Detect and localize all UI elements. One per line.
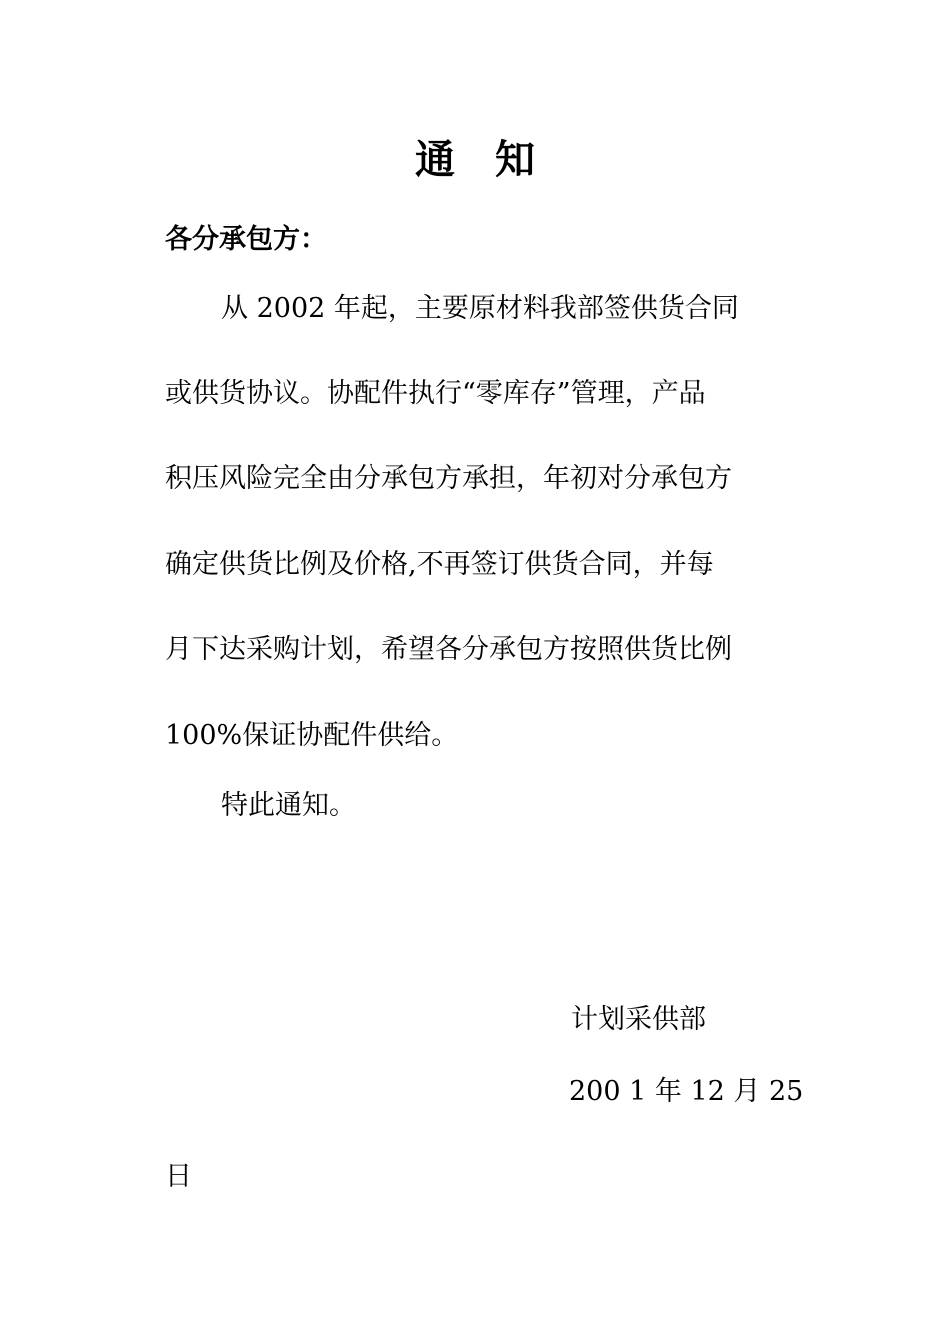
- closing-line: 特此通知。: [221, 790, 356, 821]
- body-line-5: 月下达采购计划，希望各分承包方按照供货比例: [165, 634, 732, 665]
- document-title: [0, 134, 950, 186]
- title-char-2: 知: [495, 136, 535, 183]
- body-line-3: 积压风险完全由分承包方承担，年初对分承包方: [165, 463, 732, 494]
- body-line-6: 100%保证协配件供给。: [165, 720, 459, 751]
- salutation: 各分承包方：: [165, 224, 327, 255]
- title-char-1: 通: [415, 136, 455, 183]
- signature-date-line-1: 200 1 年 12 月 25: [569, 1076, 804, 1107]
- signature-date-line-2: 日: [165, 1161, 192, 1192]
- body-line-2: 或供货协议。协配件执行“零库存”管理，产品: [165, 378, 706, 409]
- signature-department: 计划采供部: [571, 1004, 706, 1035]
- body-line-1: 从 2002 年起，主要原材料我部签供货合同: [221, 293, 739, 324]
- body-line-4: 确定供货比例及价格,不再签订供货合同，并每: [165, 549, 714, 580]
